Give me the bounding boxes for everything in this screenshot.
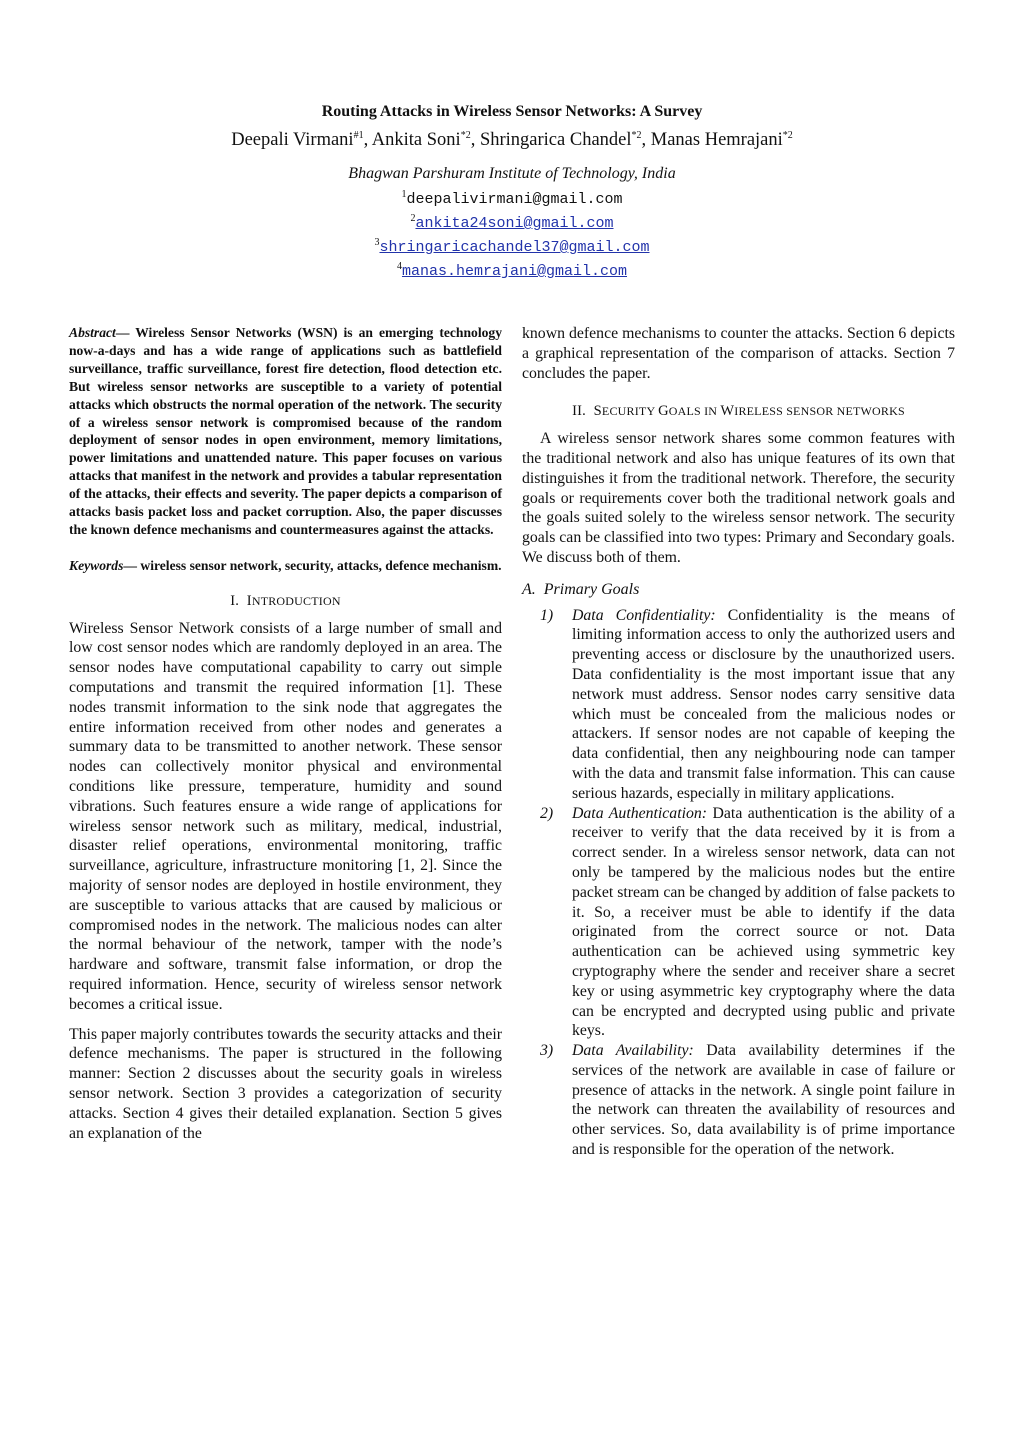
section-number: I. [230,592,240,609]
intro-continuation: known defence mechanisms to counter the attacks. Section 6 depicts a graphical representation of the comparison of attacks. Section 7 concludes the paper. [522,325,955,382]
author-name: Deepali Virmani [231,130,354,151]
section-title-part: S [593,403,602,420]
abstract [69,324,502,539]
paper-title: Routing Attacks in Wireless Sensor Networks: A Survey [321,103,703,120]
abstract-text: Wireless Sensor Networks (WSN) is an emerging technology now-a-days and has a wide range of applications such as battlefield surveillance, traffic surveillance, forest fire detection, flood detection etc. But wireless sensor networks are susceptible to a variety of potential attacks which obstructs the normal operation of the network. The security of a wireless sensor network is compromised because of the random deployment of sensor nodes in open environment, memory limitations, power limitations and unattended nature. This paper focuses on various attacks that manifest in the network and provides a tabular representation of the attacks, their effects and severity. The paper depicts a comparison of attacks basis packet loss and packet corruption. Also, the paper discusses the known defence mechanisms and countermeasures against the attacks. [69,325,503,537]
email-line [0,189,1024,208]
section-title-part: W [720,403,735,420]
author-list [0,130,1024,151]
author-name: Shringarica Chandel [479,130,632,151]
author-name: Ankita Soni [371,130,461,151]
email-marker: 3 [374,237,380,248]
email-address: deepalivirmani@gmail.com [406,191,623,208]
author-marker: *2 [460,130,471,141]
intro-paragraph: Wireless Sensor Network consists of a large number of small and low cost sensor nodes which are randomly deployed in an area. The sensor nodes have computational capability to carry out simple computations and transmit the required information [1]. These nodes transmit information to the sink node that aggregates the entire information received from other nodes and generates a summary data to be transmitted to another network. These sensor nodes can collectively monitor physical and environmental conditions like pressure, temperature, humidity and sound vibrations. Such features ensure a wide range of applications for wireless sensor network such as military, medical, industrial, disaster relief operations, environmental monitoring, traffic surveillance, agriculture, infrastructure monitoring [1, 2]. Since the majority of sensor nodes are deployed in hostile environment, they are susceptible to various attacks that are caused by malicious or compromised nodes in the network. The malicious nodes can alter the normal behaviour of the network, tamper with the node’s hardware and software, transmit false information, or drop the required information. Hence, security of wireless sensor network becomes a critical issue. [69,619,502,1013]
intro-paragraph: This paper majorly contributes towards the security attacks and their defence mechanisms. The paper is structured in the following manner: Section 2 discusses about the security goals in wireless sensor network. Section 3 provides a categorization of security attacks. Section 4 gives their detailed explanation. Section 5 gives an explanation of the [69,1025,502,1142]
section-title-part: IRELESS SENSOR NETWORKS [734,404,905,419]
section-title-initial: I [246,592,252,609]
goal-body [572,606,955,804]
author-separator: , [641,130,651,151]
goal-item [522,606,955,804]
goal-item [522,1041,955,1160]
section-title-part: G [658,403,669,420]
section-title-rest: NTRODUCTION [251,593,341,608]
keywords [69,557,502,575]
email-marker: 1 [401,189,407,200]
goal-body [572,1041,955,1160]
right-column [522,324,955,1160]
author-separator: , [470,130,480,151]
author-marker: #1 [353,130,364,141]
section-title-part: OALS IN [668,404,721,419]
goal-number: 3) [540,1042,554,1060]
keywords-text: wireless sensor network, security, attacks, defence mechanism. [140,557,502,573]
abstract-dash: — [115,325,136,340]
email-marker: 4 [396,261,402,272]
email-link[interactable]: manas.hemrajani@gmail.com [401,263,628,280]
section-title-part: ECURITY [601,404,659,419]
goal-term: Data Confidentiality: [572,606,716,624]
subsection-number: A. [522,580,536,598]
goal-text: Data availability determines if the services of the network are available in case of failure or presence of attacks in the network. A single point failure in the network can threaten the availability of resources and other services. So, data availability is of prime importance and is responsible for the operation of the network. [572,1042,955,1159]
abstract-label: Abstract [69,325,116,340]
subsection-title: Primary Goals [543,580,640,598]
email-line [0,213,1024,232]
goal-body [572,804,955,1042]
email-marker: 2 [410,213,416,224]
email-line [0,237,1024,256]
section-number: II. [572,403,586,420]
goal-term: Data Authentication: [572,804,708,822]
keywords-label: Keywords [69,557,124,573]
goal-text: Data authentication is the ability of a receiver to verify that the data received by it is from a correct sender. In a wireless sensor network, data can not only be tampered by the malicious nodes but the entire packet stream can be changed by addition of false packets to it. So, a receiver must be able to identify if the data originated from the correct source or not. Data authentication can be achieved using symmetric key cryptography where the sender and receiver share a secret key or using asymmetric key cryptography where the data can be encrypted and decrypted using public and private keys. [572,804,955,1040]
email-link[interactable]: ankita24soni@gmail.com [415,215,614,232]
affiliation: Bhagwan Parshuram Institute of Technology, India [348,165,676,182]
email-link[interactable]: shringaricachandel37@gmail.com [379,239,650,256]
author-marker: *2 [782,130,793,141]
goal-term: Data Availability: [572,1042,694,1060]
goal-number: 1) [540,606,554,624]
author-separator: , [363,130,372,151]
author-marker: *2 [631,130,642,141]
goal-item [522,804,955,1042]
keywords-dash: — [123,557,141,573]
email-line [0,261,1024,280]
goal-number: 2) [540,804,554,822]
subsection-primary-goals [522,580,955,600]
section-heading-security-goals [522,402,955,422]
security-goals-paragraph: A wireless sensor network shares some common features with the traditional network and also has unique features of its own that distinguishes it from the traditional network. Therefore, the security goals or requirements cover both the traditional network goals and the goals suited solely to the wireless sensor network. The security goals can be classified into two types: Primary and Secondary goals. We discuss both of them. [522,430,955,566]
section-heading-introduction [69,592,502,612]
author-name: Manas Hemrajani [650,130,783,151]
left-column [69,324,502,1143]
goal-text: Confidentiality is the means of limiting information access to only the authorized users and preventing access or disclosure by the unauthorized users. Data confidentiality is the most important issue that any network must address. Sensor nodes carry sensitive data which must be concealed from the malicious nodes or attackers. If sensor nodes are not capable of keeping the data confidential, then any neighbouring node can tamper with the data and transmit false information. This can cause serious hazards, especially in military applications. [572,606,956,802]
